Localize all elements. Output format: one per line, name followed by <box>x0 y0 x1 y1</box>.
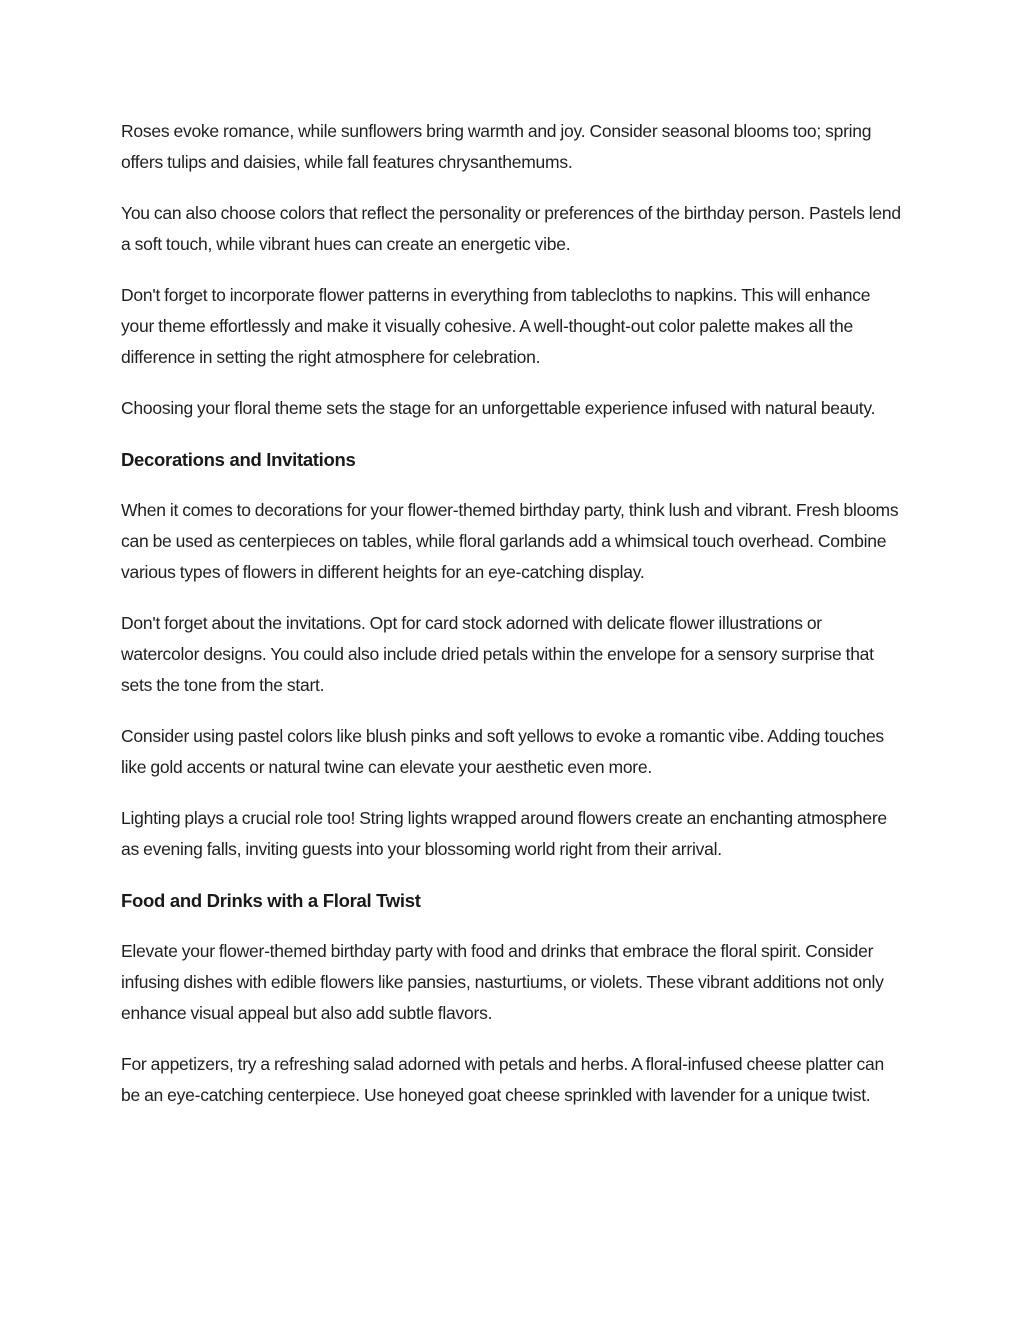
paragraph-decorations: When it comes to decorations for your flower-themed birthday party, think lush and vibrant. Fresh blooms can be used as centerpieces on tables, while floral garlands add a whimsical touch overhead. Combine various types of flowers in different heights for an eye-catching display. <box>121 500 899 582</box>
paragraph-lighting: Lighting plays a crucial role too! String lights wrapped around flowers create an enchanting atmosphere as evening falls, inviting guests into your blossoming world right from their arrival. <box>121 808 887 859</box>
heading-decorations: Decorations and Invitations <box>121 449 356 470</box>
document-page <box>121 116 903 1131</box>
paragraph-colors: You can also choose colors that reflect the personality or preferences of the birthday person. Pastels lend a soft touch, while vibrant hues can create an energetic vibe. <box>121 203 901 254</box>
paragraph-pastel-colors: Consider using pastel colors like blush pinks and soft yellows to evoke a romantic vibe. Adding touches like gold accents or natural twine can elevate your aesthetic even more. <box>121 726 884 777</box>
paragraph-roses: Roses evoke romance, while sunflowers bring warmth and joy. Consider seasonal blooms too; spring offers tulips and daisies, while fall features chrysanthemums. <box>121 121 872 172</box>
paragraph-invitations: Don't forget about the invitations. Opt for card stock adorned with delicate flower illustrations or watercolor designs. You could also include dried petals within the envelope for a sensory surprise that sets the tone from the start. <box>121 613 874 695</box>
heading-food-drinks: Food and Drinks with a Floral Twist <box>121 890 421 911</box>
paragraph-appetizers: For appetizers, try a refreshing salad adorned with petals and herbs. A floral-infused cheese platter can be an eye-catching centerpiece. Use honeyed goat cheese sprinkled with lavender for a unique twist. <box>121 1054 884 1105</box>
paragraph-food-drinks: Elevate your flower-themed birthday party with food and drinks that embrace the floral spirit. Consider infusing dishes with edible flowers like pansies, nasturtiums, or violets. These vibrant additions not only enhance visual appeal but also add subtle flavors. <box>121 941 884 1023</box>
paragraph-floral-theme: Choosing your floral theme sets the stage for an unforgettable experience infused with natural beauty. <box>121 398 876 418</box>
paragraph-patterns: Don't forget to incorporate flower patterns in everything from tablecloths to napkins. This will enhance your theme effortlessly and make it visually cohesive. A well-thought-out color palette makes all the difference in setting the right atmosphere for celebration. <box>121 285 871 367</box>
